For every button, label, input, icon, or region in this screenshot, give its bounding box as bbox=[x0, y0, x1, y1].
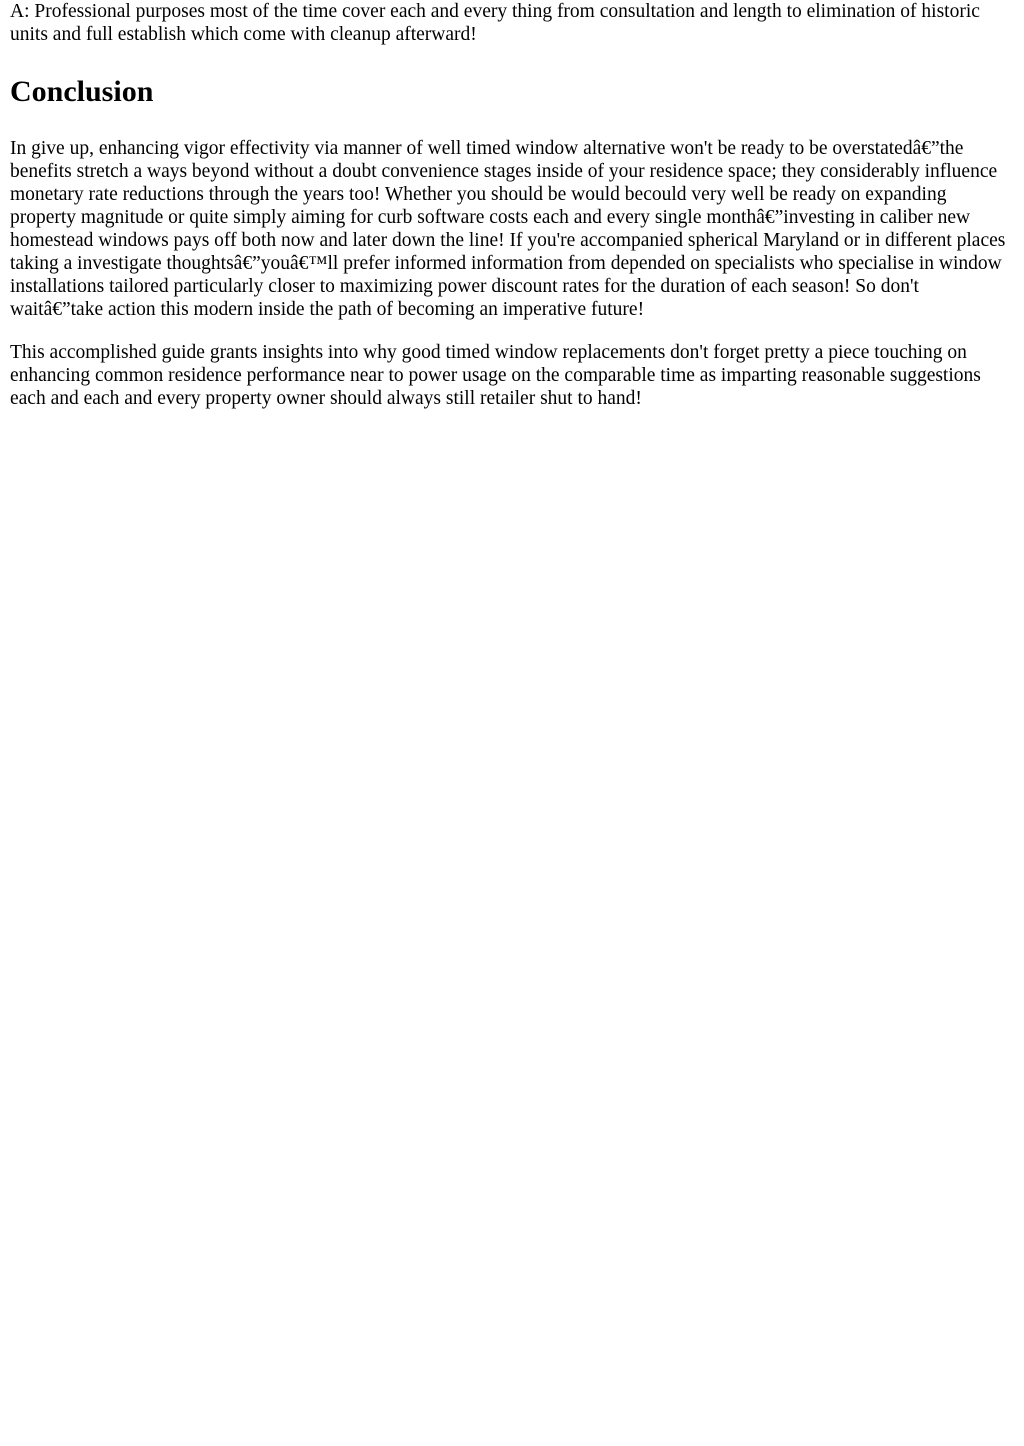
conclusion-paragraph-1: In give up, enhancing vigor effectivity via manner of well timed window alternative won't be ready to be overstatedâ€”the benefits stretch a ways beyond without a doubt convenience stages inside of your residence space; they considerably influence monetary rate reductions through the years too! Whether you should be would becould very well be ready on expanding property magnitude or quite simply aiming for curb software costs each and every single monthâ€”investing in caliber new homestead windows pays off both now and later down the line! If you're accompanied spherical Maryland or in different places taking a investigate thoughtsâ€”youâ€™ll prefer informed information from depended on specialists who specialise in window installations tailored particularly closer to maximizing power discount rates for the duration of each season! So don't waitâ€”take action this modern inside the path of becoming an imperative future! bbox=[10, 138, 1006, 320]
faq-answer-paragraph: A: Professional purposes most of the time cover each and every thing from consultation and length to elimination of historic units and full establish which come with cleanup afterward! bbox=[10, 1, 980, 45]
article-content bbox=[10, 0, 1014, 410]
conclusion-paragraph-2: This accomplished guide grants insights into why good timed window replacements don't forget pretty a piece touching on enhancing common residence performance near to power usage on the comparable time as imparting reasonable suggestions each and each and every property owner should always still retailer shut to hand! bbox=[10, 342, 981, 409]
conclusion-heading: Conclusion bbox=[10, 75, 154, 108]
